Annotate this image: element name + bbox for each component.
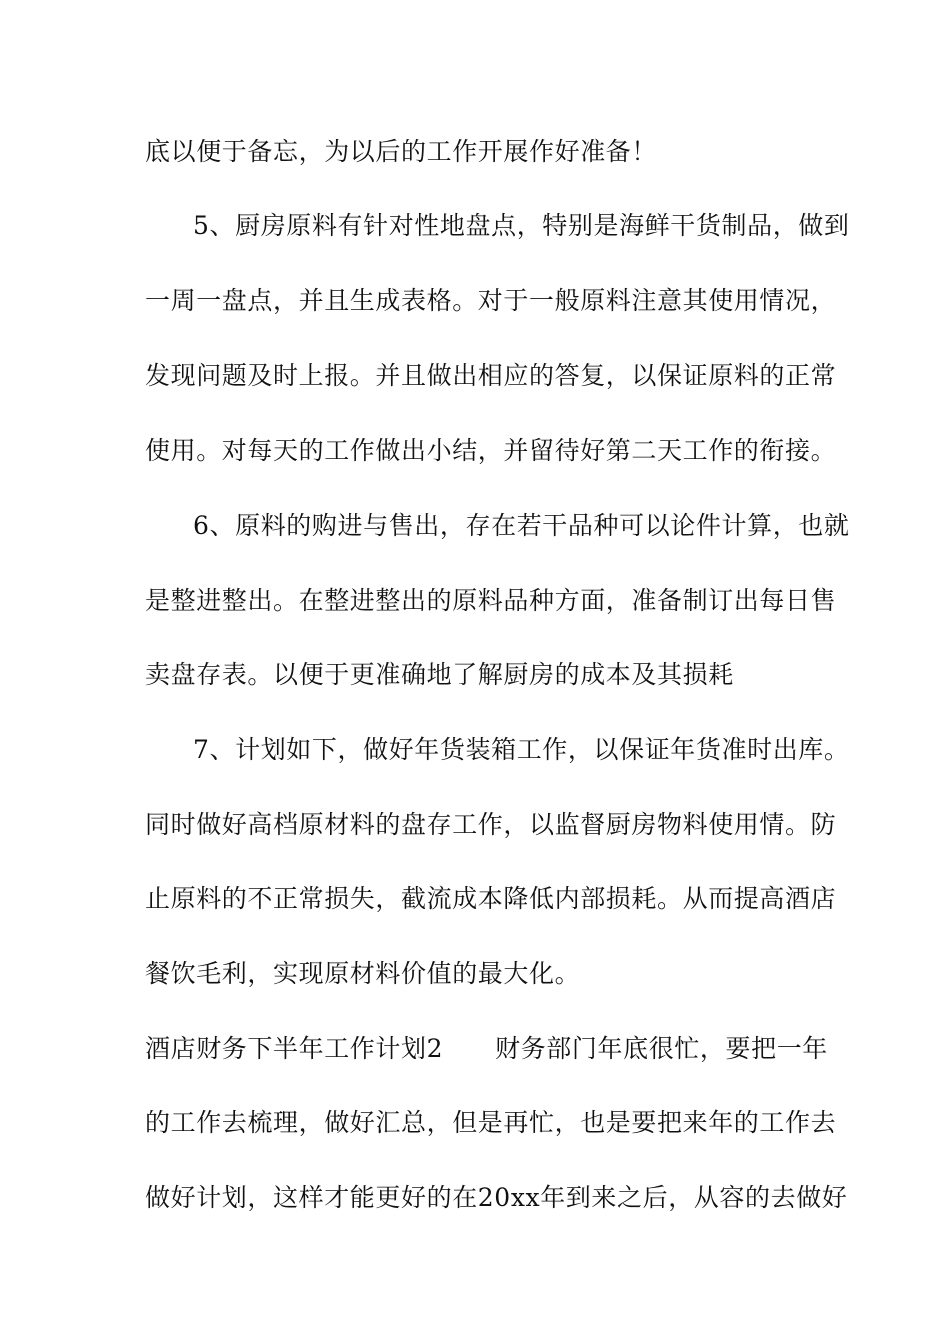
text-line: 是整进整出。在整进整出的原料品种方面，准备制订出每日售: [145, 586, 837, 615]
text-line: 使用。对每天的工作做出小结，并留待好第二天工作的衔接。: [145, 436, 837, 465]
section-first-line: 财务部门年底很忙，要把一年: [495, 1034, 828, 1063]
text-line: 5、厨房原料有针对性地盘点，特别是海鲜干货制品，做到: [193, 211, 850, 240]
text-line: 卖盘存表。以便于更准确地了解厨房的成本及其损耗: [145, 660, 734, 689]
text-line: 餐饮毛利，实现原材料价值的最大化。: [145, 959, 581, 988]
text-line: 7、计划如下，做好年货装箱工作，以保证年货准时出库。: [193, 735, 850, 764]
text-line: 发现问题及时上报。并且做出相应的答复，以保证原料的正常: [145, 361, 837, 390]
text-line: 做好计划，这样才能更好的在20xx年到来之后，从容的去做好: [145, 1183, 848, 1212]
text-line: 6、原料的购进与售出，存在若干品种可以论件计算，也就: [193, 511, 850, 540]
text-line: 底以便于备忘，为以后的工作开展作好准备！: [145, 137, 658, 166]
text-line: 一周一盘点，并且生成表格。对于一般原料注意其使用情况，: [145, 286, 837, 315]
text-line: 的工作去梳理，做好汇总，但是再忙，也是要把来年的工作去: [145, 1108, 837, 1137]
section-heading-line: [145, 1029, 828, 1069]
section-title: 酒店财务下半年工作计划2: [145, 1034, 444, 1063]
text-line: 同时做好高档原材料的盘存工作，以监督厨房物料使用情。防: [145, 810, 837, 839]
text-line: 止原料的不正常损失，截流成本降低内部损耗。从而提高酒店: [145, 884, 837, 913]
